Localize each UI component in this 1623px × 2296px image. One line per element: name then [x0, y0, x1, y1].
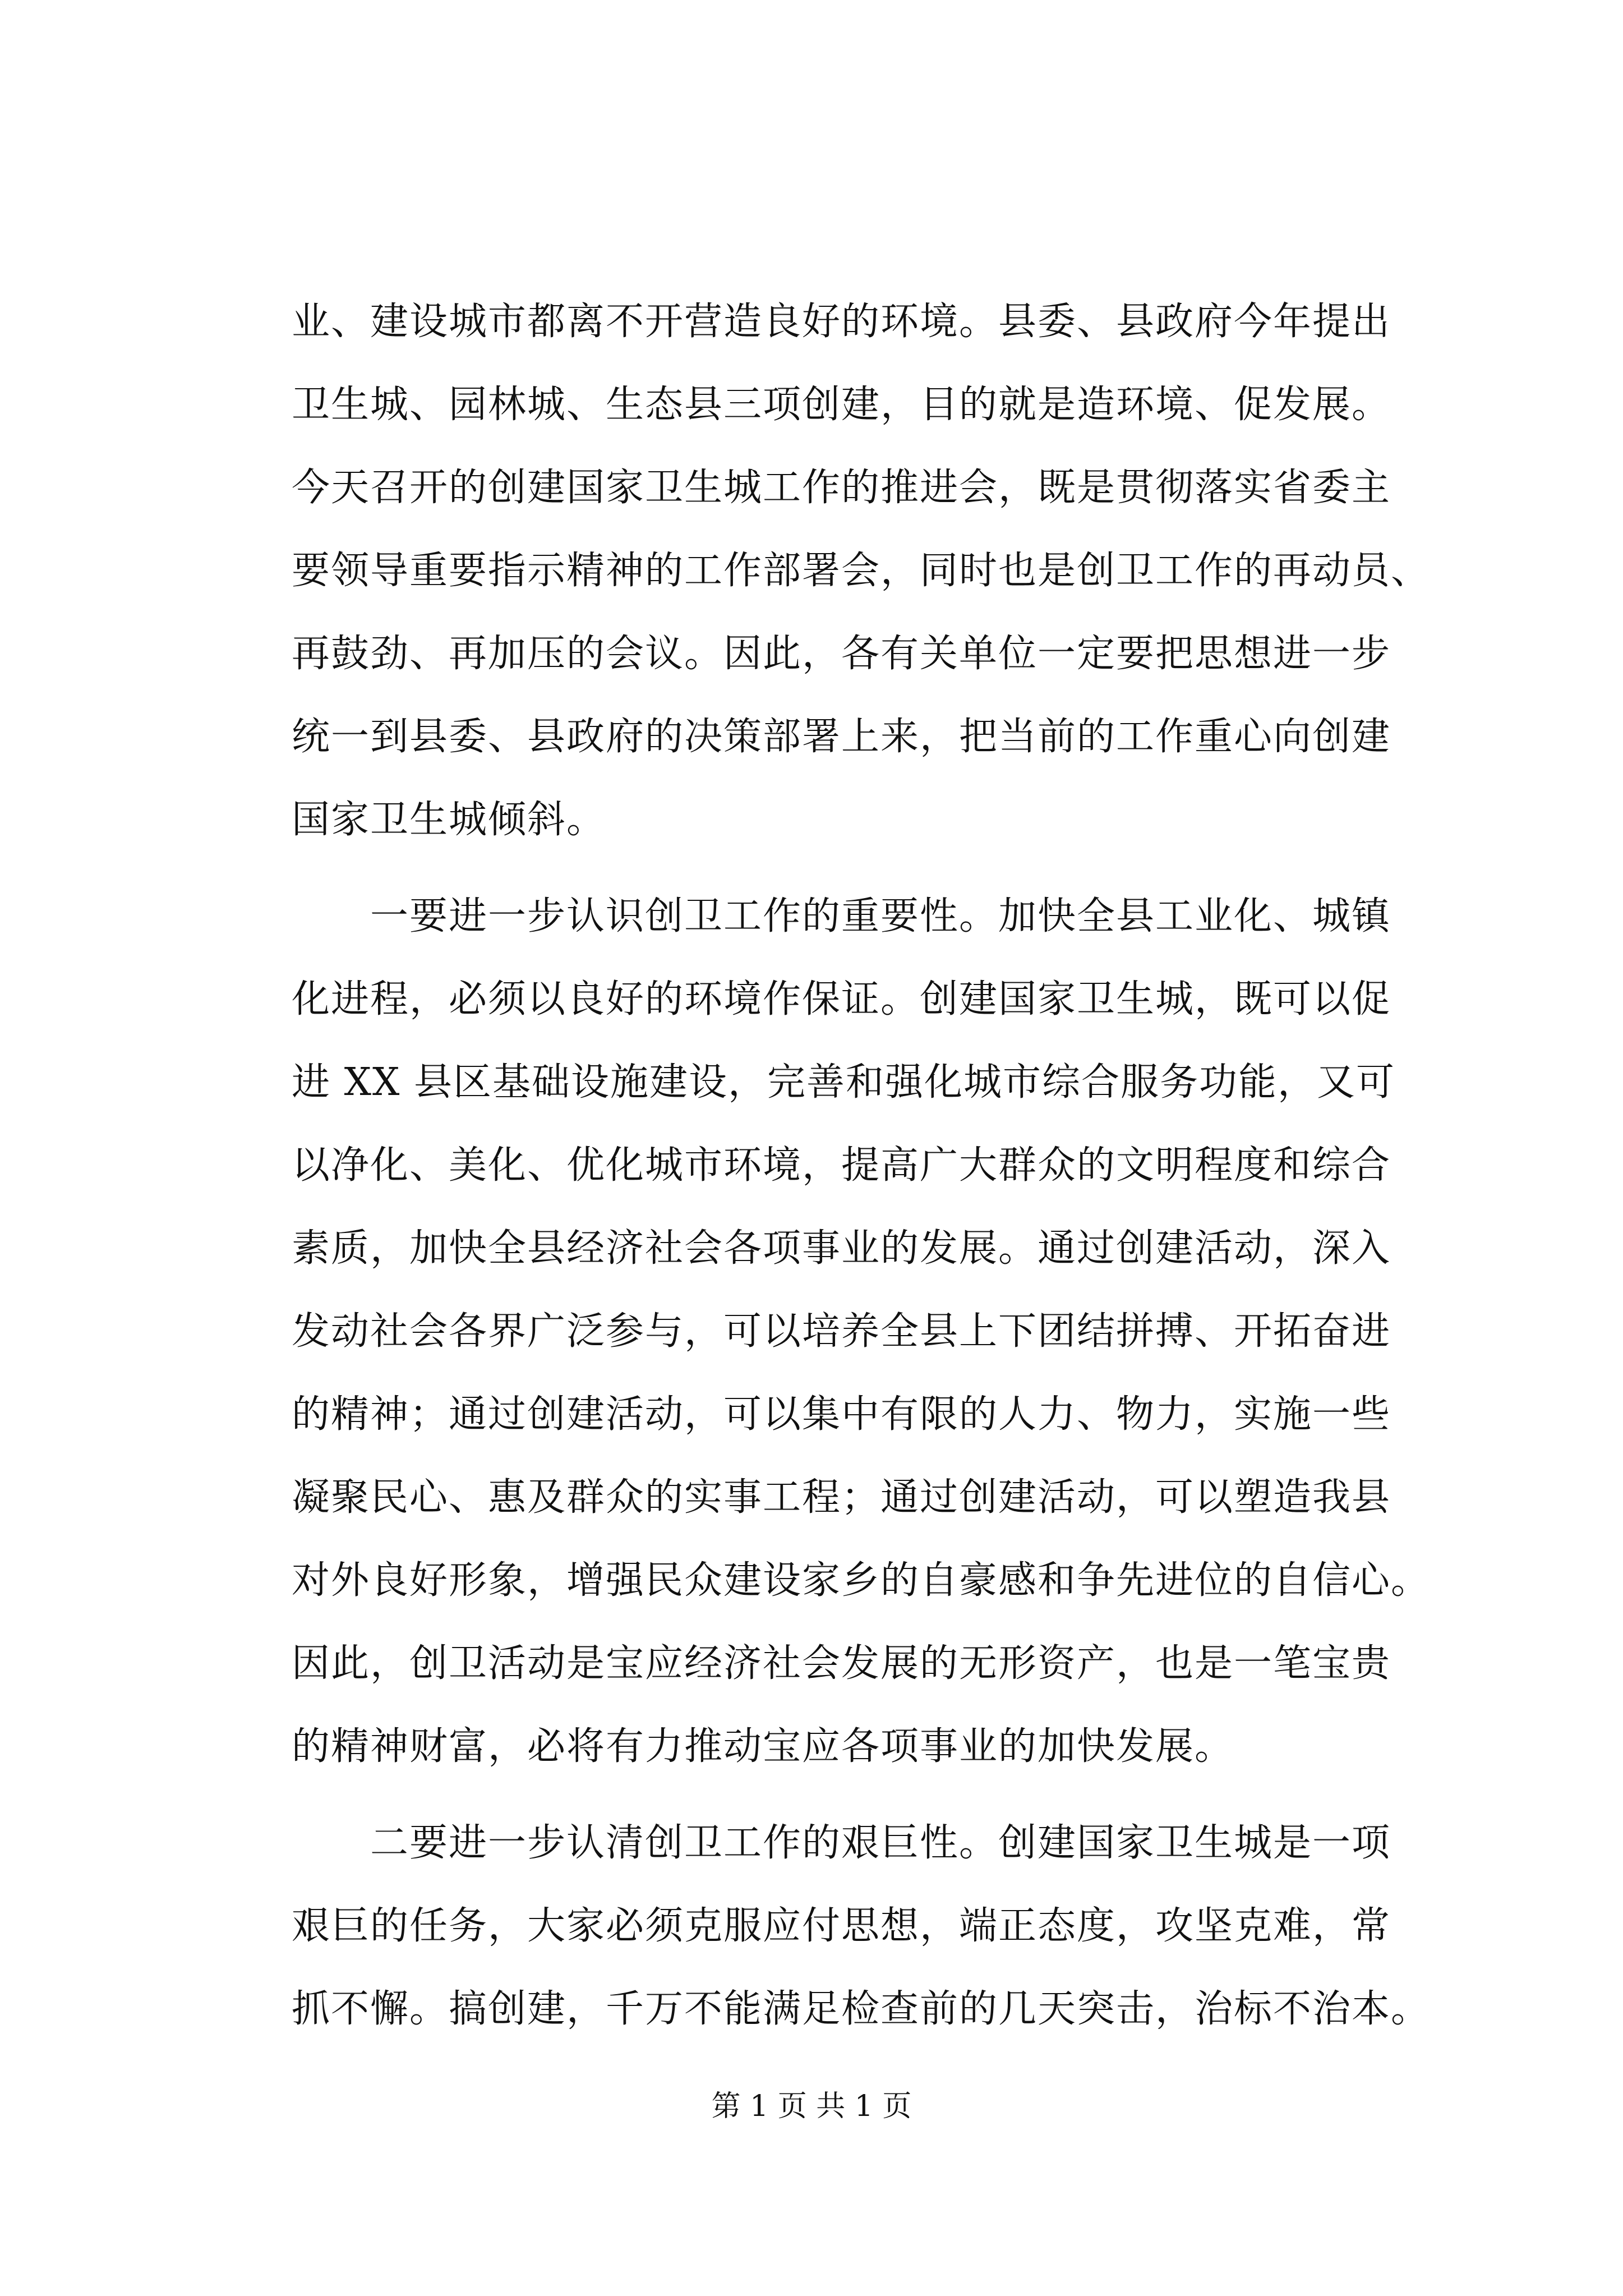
- text-line: 统一到县委、县政府的决策部署上来，把当前的工作重心向创建: [292, 715, 1391, 759]
- text-line: 今天召开的创建国家卫生城工作的推进会，既是贯彻落实省委主: [292, 466, 1391, 510]
- text-line: 要领导重要指示精神的工作部署会，同时也是创卫工作的再动员、: [292, 549, 1431, 593]
- text-line: 以净化、美化、优化城市环境，提高广大群众的文明程度和综合: [292, 1143, 1391, 1188]
- text-line: 进 XX 县区基础设施建设，完善和强化城市综合服务功能，又可: [292, 1060, 1396, 1105]
- text-line: 素质，加快全县经济社会各项事业的发展。通过创建活动，深入: [292, 1226, 1391, 1271]
- paragraph-2: [292, 875, 1431, 1788]
- paragraph-1: [292, 280, 1431, 862]
- text-line: 国家卫生城倾斜。: [292, 798, 606, 842]
- paragraph-spacer: [292, 1788, 1363, 1802]
- text-line: 发动社会各界广泛参与，可以培养全县上下团结拼搏、开拓奋进: [292, 1309, 1391, 1354]
- text-line: 再鼓劲、再加压的会议。因此，各有关单位一定要把思想进一步: [292, 632, 1391, 676]
- text-line: 卫生城、园林城、生态县三项创建，目的就是造环境、促发展。: [292, 383, 1391, 427]
- text-line: 的精神财富，必将有力推动宝应各项事业的加快发展。: [292, 1724, 1234, 1769]
- text-line: 因此，创卫活动是宝应经济社会发展的无形资产，也是一笔宝贵: [292, 1641, 1391, 1686]
- document-body: [292, 280, 1431, 2051]
- text-line: 凝聚民心、惠及群众的实事工程；通过创建活动，可以塑造我县: [292, 1475, 1391, 1520]
- page-number-footer: 第 1 页 共 1 页: [711, 2090, 912, 2123]
- paragraph-3: [292, 1802, 1431, 2051]
- text-line: 的精神；通过创建活动，可以集中有限的人力、物力，实施一些: [292, 1392, 1391, 1437]
- text-line: 二要进一步认清创卫工作的艰巨性。创建国家卫生城是一项: [292, 1821, 1391, 1865]
- text-line: 业、建设城市都离不开营造良好的环境。县委、县政府今年提出: [292, 300, 1391, 344]
- text-line: 化进程，必须以良好的环境作保证。创建国家卫生城，既可以促: [292, 977, 1391, 1022]
- text-line: 艰巨的任务，大家必须克服应付思想，端正态度，攻坚克难，常: [292, 1904, 1391, 1948]
- text-line: 对外良好形象，增强民众建设家乡的自豪感和争先进位的自信心。: [292, 1558, 1431, 1603]
- text-line: 抓不懈。搞创建，千万不能满足检查前的几天突击，治标不治本。: [292, 1987, 1431, 2031]
- paragraph-spacer: [292, 862, 1363, 875]
- text-line: 一要进一步认识创卫工作的重要性。加快全县工业化、城镇: [292, 894, 1391, 938]
